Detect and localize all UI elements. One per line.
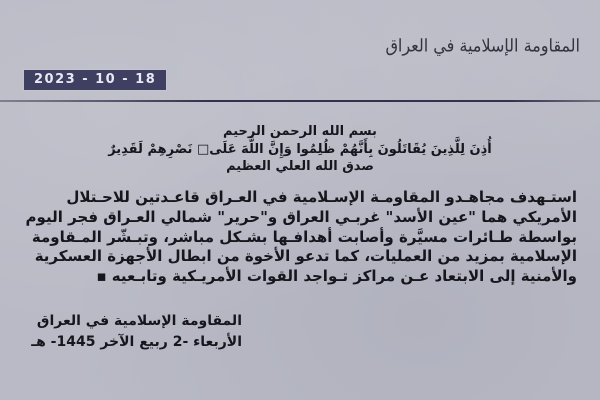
signature-org-line: المقاومة الإسلامية في العراق [36, 313, 242, 329]
bismillah-line: بسم الله الرحمن الرحيم [223, 124, 377, 139]
signature-block [30, 311, 242, 353]
body-line: بواسطة طـائرات مسيَّرة وأصابت أهدافـها بشـكل مباشر، وتبـشّر المـقاومة [31, 227, 577, 246]
divider-line [0, 100, 600, 102]
date-badge: 2023 - 10 - 18 [24, 70, 166, 90]
signature-hijri-date-line: الأربعاء -2 ربيع الآخر 1445- هـ [31, 334, 242, 350]
org-calligraphy-title: المقاومة الإسلامية في العراق [385, 35, 580, 56]
body-line: الأمريكي هما "عين الأسد" غربـي العراق و"حرير" شمالي العـراق فجر اليوم [25, 207, 577, 226]
quran-verse-line: أُذِنَ لِلَّذِينَ يُقَاتَلُونَ بِأَنَّهُمْ ظُلِمُوا وَإِنَّ اللَّهَ عَلَى□ نَصْرِهِمْ لَقَدِيرٌ [108, 141, 492, 157]
body-line: الإسلامية بمزيد من العمليات، كما تدعو الأخوة من ابطال الأجهزة العسكرية [34, 247, 577, 266]
body-line: استـهدف مجاهـدو المقاومـة الإسـلامية في العـراق قاعـدتين للاحـتلال [66, 188, 577, 206]
verse-block [0, 123, 600, 176]
verse-closing-line: صدق الله العلي العظيم [226, 159, 374, 174]
statement-body [25, 188, 577, 287]
body-line: والأمنية إلى الابتعاد عـن مراكز تـواجد القوات الأمريـكية وتابـعيه ▪ [96, 267, 577, 286]
